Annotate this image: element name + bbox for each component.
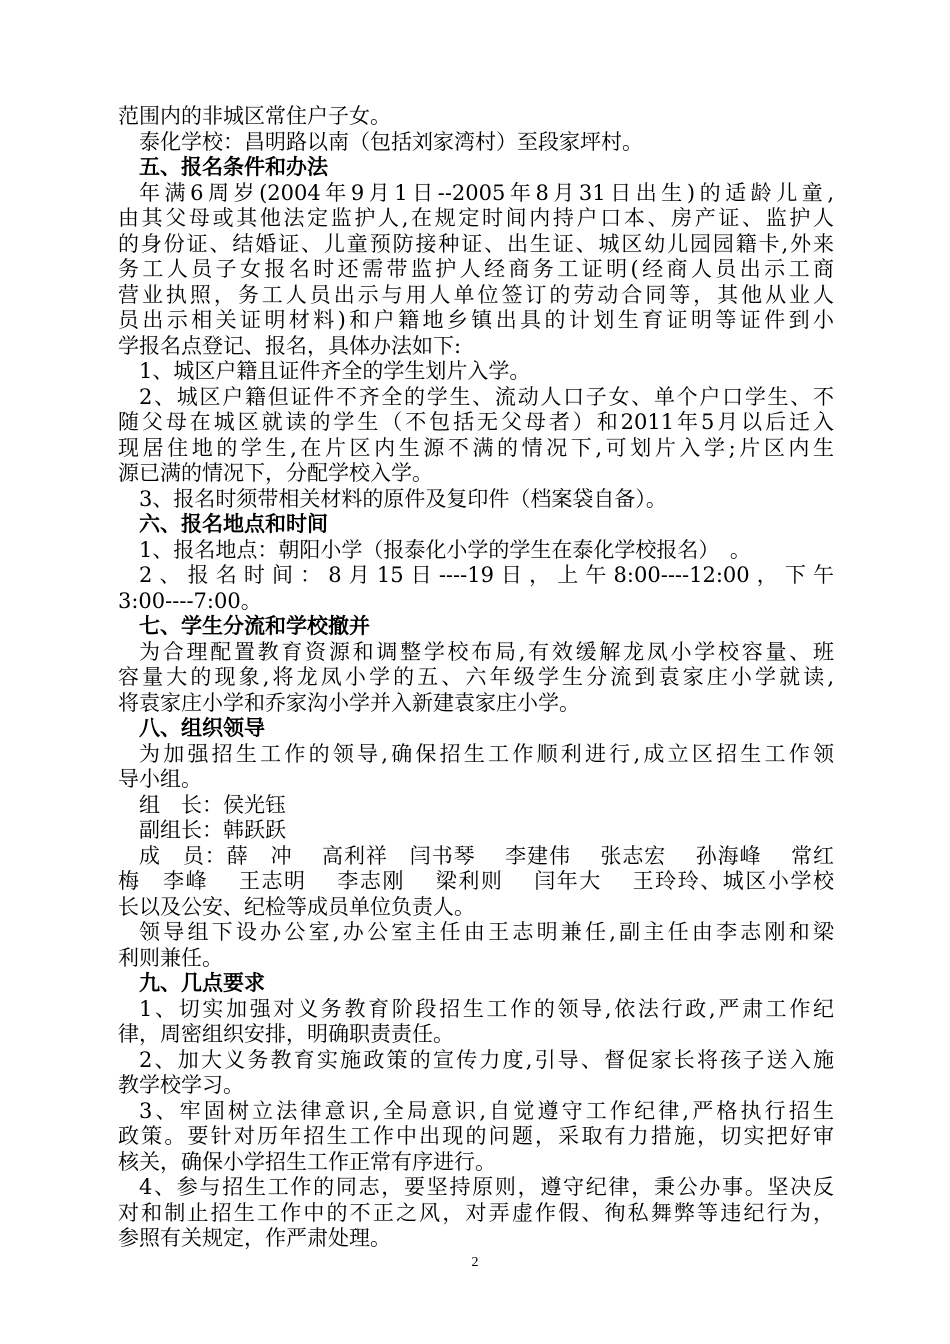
- text-line: 3、报名时须带相关材料的原件及复印件（档案袋自备）。: [139, 486, 667, 511]
- text-line: 副组长：韩跃跃: [139, 818, 286, 842]
- text-line: 成 员：薛 冲 高利祥 闫书琴 李建伟 张志宏 孙海峰 常红: [139, 843, 834, 868]
- page-number: 2: [471, 1255, 479, 1270]
- text-line: 源已满的情况下，分配学校入学。: [118, 461, 433, 485]
- text-line: 由其父母或其他法定监护人,在规定时间内持户口本、房产证、监护人: [118, 206, 834, 230]
- text-line: 将袁家庄小学和乔家沟小学并入新建袁家庄小学。: [118, 690, 580, 715]
- text-line: 长以及公安、纪检等成员单位负责人。: [118, 894, 475, 919]
- text-line: 泰化学校：昌明路以南（包括刘家湾村）至段家坪村。: [139, 129, 643, 154]
- text-line: 现居住地的学生,在片区内生源不满的情况下,可划片入学;片区内生: [118, 435, 834, 460]
- text-line: 核关，确保小学招生工作正常有序进行。: [118, 1149, 496, 1174]
- text-line: 学报名点登记、报名，具体办法如下:: [118, 333, 462, 358]
- text-line: 组 长：侯光钰: [139, 792, 286, 817]
- text-line: 1、切实加强对义务教育阶段招生工作的领导,依法行政,严肃工作纪: [139, 996, 834, 1021]
- text-line: 教学校学习。: [118, 1073, 244, 1097]
- text-line: 律，周密组织安排，明确职责责任。: [118, 1022, 454, 1046]
- text-line: 2、城区户籍但证件不齐全的学生、流动人口子女、单个户口学生、不: [139, 384, 834, 409]
- text-line: 员出示相关证明材料)和户籍地乡镇出具的计划生育证明等证件到小: [118, 308, 834, 332]
- text-line: 范围内的非城区常住户子女。: [118, 104, 391, 128]
- text-line: 年满6周岁(2004年9月1日--2005年8月31日出生)的适龄儿童,: [139, 180, 834, 205]
- section-heading: 八、组织领导: [139, 716, 265, 740]
- text-line: 1、城区户籍且证件齐全的学生划片入学。: [139, 359, 531, 383]
- text-line: 参照有关规定，作严肃处理。: [118, 1226, 391, 1250]
- section-heading: 六、报名地点和时间: [139, 512, 328, 536]
- text-line: 1、报名地点：朝阳小学（报泰化小学的学生在泰化学校报名） 。: [139, 537, 751, 562]
- text-line: 梅 李峰 王志明 李志刚 梁利则 闫年大 王玲玲、城区小学校: [118, 869, 834, 893]
- text-line: 为加强招生工作的领导,确保招生工作顺利进行,成立区招生工作领: [139, 741, 834, 766]
- text-line: 导小组。: [118, 767, 202, 791]
- text-line: 领导组下设办公室,办公室主任由王志明兼任,副主任由李志刚和梁: [139, 920, 834, 944]
- text-line: 务工人员子女报名时还需带监护人经商务工证明(经商人员出示工商: [118, 257, 834, 281]
- text-line: 为合理配置教育资源和调整学校布局,有效缓解龙凤小学校容量、班: [139, 639, 834, 664]
- section-heading: 七、学生分流和学校撤并: [139, 614, 370, 638]
- text-line: 利则兼任。: [118, 945, 223, 970]
- section-heading: 九、几点要求: [139, 971, 265, 995]
- text-line: 政策。要针对历年招生工作中出现的问题，采取有力措施，切实把好审: [118, 1124, 834, 1148]
- document-body: [118, 104, 834, 1252]
- section-heading: 五、报名条件和办法: [139, 155, 328, 179]
- text-line: 2、报名时间：8月15日----19日，上午8:00----12:00，下午: [139, 563, 834, 587]
- text-line: 3、牢固树立法律意识,全局意识,自觉遵守工作纪律,严格执行招生: [139, 1098, 834, 1123]
- text-line: 容量大的现象,将龙凤小学的五、六年级学生分流到袁家庄小学就读,: [118, 665, 834, 689]
- text-line: 对和制止招生工作中的不正之风，对弄虚作假、徇私舞弊等违纪行为，: [118, 1200, 834, 1225]
- text-line: 4、参与招生工作的同志，要坚持原则，遵守纪律，秉公办事。坚决反: [139, 1175, 834, 1199]
- text-line: 随父母在城区就读的学生（不包括无父母者）和2011年5月以后迁入: [118, 410, 834, 434]
- text-line: 的身份证、结婚证、儿童预防接种证、出生证、城区幼儿园园籍卡,外来: [118, 231, 834, 256]
- text-line: 2、加大义务教育实施政策的宣传力度,引导、督促家长将孩子送入施: [139, 1047, 834, 1072]
- text-line: 营业执照，务工人员出示与用人单位签订的劳动合同等，其他从业人: [118, 282, 834, 307]
- text-line: 3:00----7:00。: [118, 588, 262, 613]
